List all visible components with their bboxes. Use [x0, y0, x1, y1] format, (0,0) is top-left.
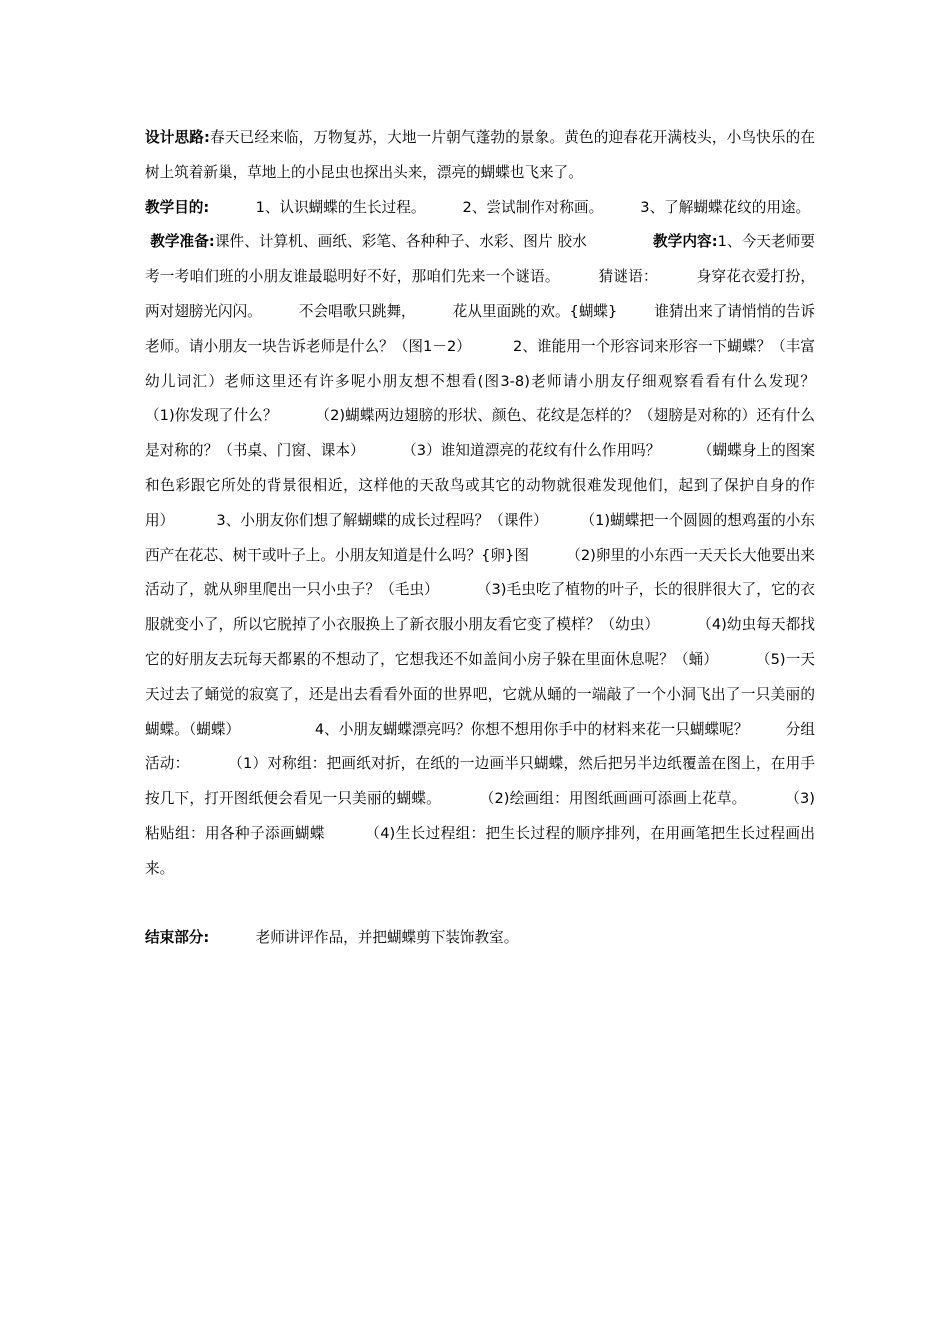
ending-label: 结束部分: — [145, 929, 210, 947]
paragraph-gap — [145, 887, 815, 922]
goals-label: 教学目的: — [145, 198, 210, 216]
content-label: 教学内容: — [653, 233, 718, 251]
prep-label: 教学准备: — [145, 233, 215, 251]
body-text: 1、今天老师要考一考咱们班的小朋友谁最聪明好不好，那咱们先来一个谜语。 猜谜语： 身穿花衣爱打扮， 两对翅膀光闪闪。 不会唱歌只跳舞， 花从里面跳的欢。{蝴蝶} 谁猜出来了请悄悄的告诉老师。请小朋友一块告诉老师是什么？（图1－2） 2、谁能用一个形容词来形容一下蝴蝶？（丰富幼儿词汇）老师这里还有许多呢小朋友想不想看(图3-8)老师请小朋友仔细观察看看有什么发现？ （1)你发现了什么？ （2)蝴蝶两边翅膀的形状、颜色、花纹是怎样的？（翅膀是对称的）还有什么是对称的？（书桌、门窗、课本） （3）谁知道漂亮的花纹有什么作用吗？ （蝴蝶身上的图案和色彩跟它所处的背景很相近，这样他的天敌鸟或其它的动物就很难发现他们，起到了保护自身的作用） 3、小朋友你们想了解蝴蝶的成长过程吗？（课件） （1)蝴蝶把一个圆圆的想鸡蛋的小东西产在花芯、树干或叶子上。小朋友知道是什么吗？{卵}图 （2)卵里的小东西一天天长大他要出来活动了，就从卵里爬出一只小虫子？（毛虫） （3)毛虫吃了植物的叶子，长的很胖很大了，它的衣服就变小了，所以它脱掉了小衣服换上了新衣服小朋友看它变了模样？（幼虫） （4)幼虫每天都找它的好朋友去玩每天都累的不想动了，它想我还不如盖间小房子躲在里面休息呢？（蛹） （5)一天天过去了蛹觉的寂寞了，还是出去看看外面的世界吧，它就从蛹的一端敲了一个小洞飞出了一只美丽的蝴蝶。（蝴蝶） 4、小朋友蝴蝶漂亮吗？你想不想用你手中的材料来花一只蝴蝶呢？ 分组活动： （1）对称组：把画纸对折，在纸的一边画半只蝴蝶，然后把另半边纸覆盖在图上，在用手按几下，打开图纸便会看见一只美丽的蝴蝶。 （2)绘画组：用图纸画画可添画上花草。 （3)粘贴组：用各种子添画蝴蝶 （4)生长过程组：把生长过程的顺序排列，在用画笔把生长过程画出来。 — [145, 233, 853, 877]
design-text: 春天已经来临，万物复苏，大地一片朝气蓬勃的景象。黄色的迎春花开满枝头，小鸟快乐的在树上筑着新巢，草地上的小昆虫也探出头来，漂亮的蝴蝶也飞来了。 — [145, 129, 815, 181]
design-label: 设计思路: — [145, 129, 210, 146]
goals-text: 1、认识蝴蝶的生长过程。 2、尝试制作对称画。 3、了解蝴蝶花纹的用途。 — [209, 198, 811, 216]
ending-text: 老师讲评作品，并把蝴蝶剪下装饰教室。 — [209, 929, 519, 947]
goals-paragraph — [145, 191, 815, 226]
prep-text: 课件、计算机、画纸、彩笔、各种种子、水彩、图片 胶水 — [214, 233, 653, 251]
body-paragraph — [145, 225, 853, 886]
document-page — [145, 121, 853, 956]
design-paragraph — [145, 121, 815, 191]
ending-paragraph — [145, 921, 815, 956]
